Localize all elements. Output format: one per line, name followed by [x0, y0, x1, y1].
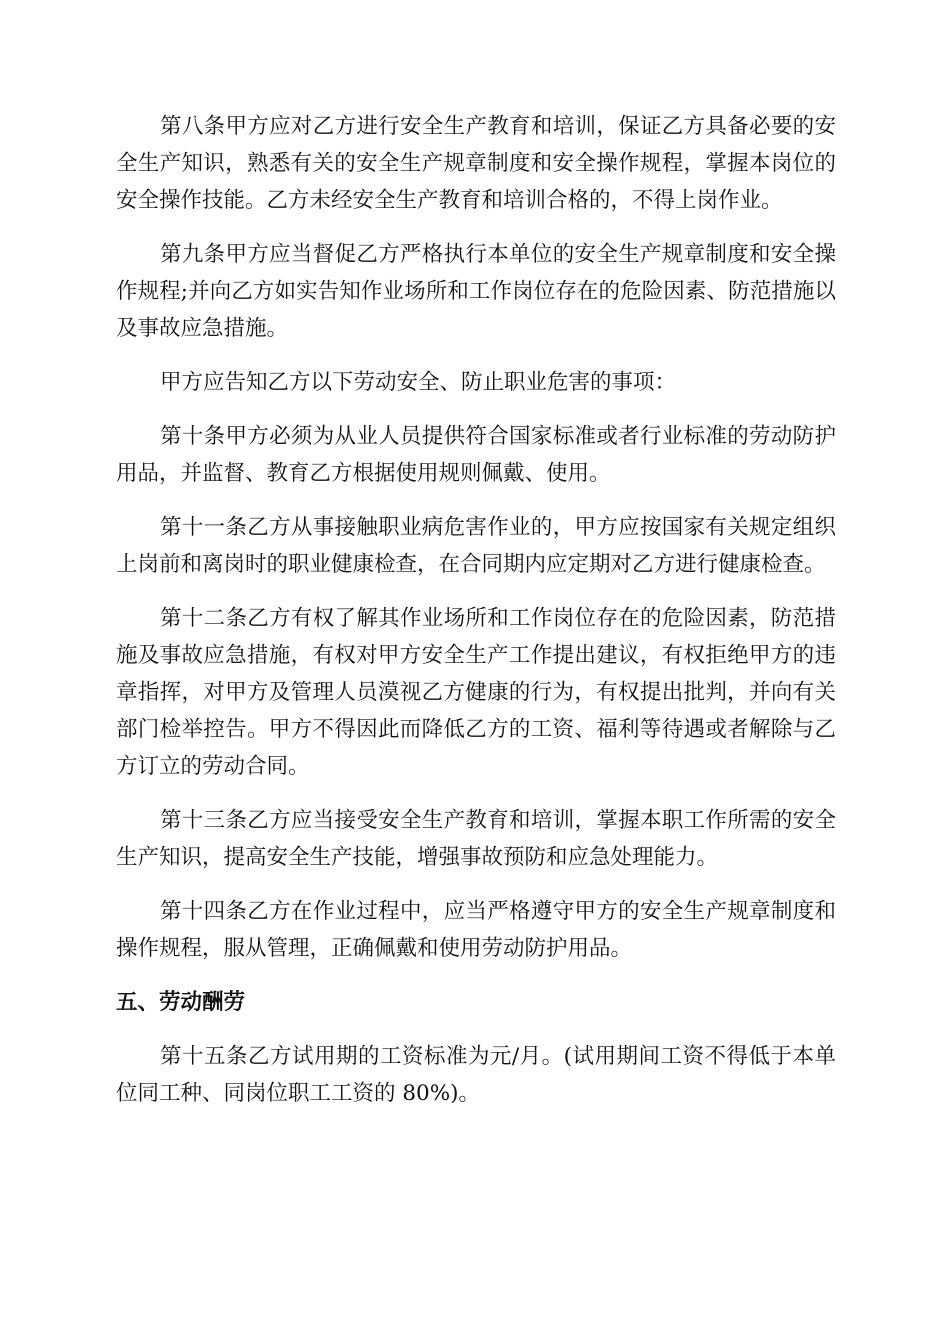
safety-notice-intro: 甲方应告知乙方以下劳动安全、防止职业危害的事项： — [160, 370, 677, 395]
clause-8: 第八条甲方应对乙方进行安全生产教育和培训，保证乙方具备必要的安全生产知识，熟悉有关的安全生产规章制度和安全操作规程，掌握本岗位的安全操作技能。乙方未经安全生产教育和培训合格的，不得上岗作业。 — [116, 114, 836, 213]
document-body — [116, 108, 836, 1129]
section-heading-remuneration: 五、劳动酬劳 — [116, 990, 246, 1015]
clause-15: 第十五条乙方试用期的工资标准为元/月。(试用期间工资不得低于本单位同工种、同岗位职工工资的 80%)。 — [116, 1044, 836, 1106]
clause-11: 第十一条乙方从事接触职业病危害作业的，甲方应按国家有关规定组织上岗前和离岗时的职业健康检查，在合同期内应定期对乙方进行健康检查。 — [116, 515, 836, 577]
clause-13: 第十三条乙方应当接受安全生产教育和培训，掌握本职工作所需的安全生产知识，提高安全生产技能，增强事故预防和应急处理能力。 — [116, 808, 836, 870]
clause-12: 第十二条乙方有权了解其作业场所和工作岗位存在的危险因素，防范措施及事故应急措施，有权对甲方安全生产工作提出建议，有权拒绝甲方的违章指挥，对甲方及管理人员漠视乙方健康的行为，有权提出批判，并向有关部门检举控告。甲方不得因此而降低乙方的工资、福利等待遇或者解除与乙方订立的劳动合同。 — [116, 606, 836, 779]
clause-9: 第九条甲方应当督促乙方严格执行本单位的安全生产规章制度和安全操作规程;并向乙方如实告知作业场所和工作岗位存在的危险因素、防范措施以及事故应急措施。 — [116, 242, 836, 341]
clause-10: 第十条甲方必须为从业人员提供符合国家标准或者行业标准的劳动防护用品，并监督、教育乙方根据使用规则佩戴、使用。 — [116, 424, 836, 486]
clause-14: 第十四条乙方在作业过程中，应当严格遵守甲方的安全生产规章制度和操作规程，服从管理，正确佩戴和使用劳动防护用品。 — [116, 899, 836, 961]
